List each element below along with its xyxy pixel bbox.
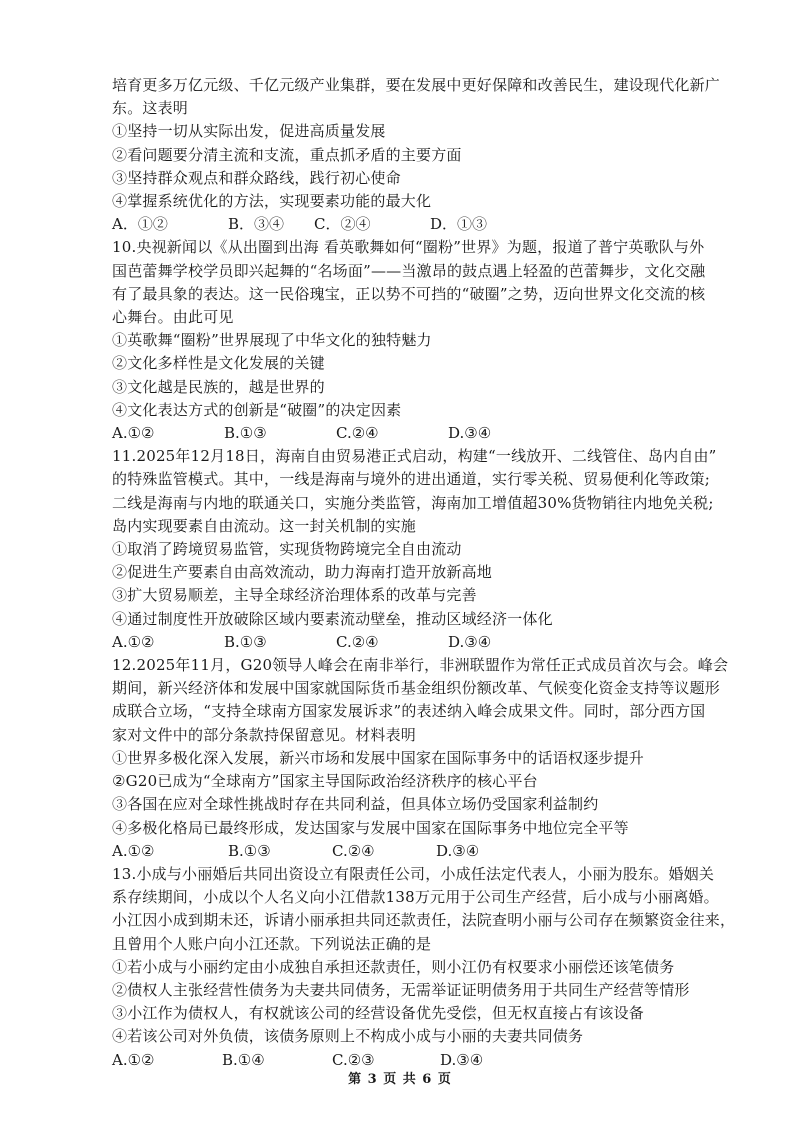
question-stem-line: 系存续期间，小成以个人名义向小江借款138万元用于公司生产经营，后小成与小丽离婚。 xyxy=(112,888,719,907)
option-c: C.②④ xyxy=(332,841,375,860)
question-stem-line: 12.2025年11月，G20领导人峰会在南非举行，非洲联盟作为常任正式成员首次与会。峰会 xyxy=(112,656,729,675)
statement: ①坚持一切从实际出发，促进高质量发展 xyxy=(112,122,386,141)
option-b: B.①③ xyxy=(228,841,271,860)
question-stem-line: 二线是海南与内地的联通关口，实施分类监管，海南加工增值超30%货物销往内地免关税; xyxy=(112,493,714,512)
question-stem-line: 小江因小成到期未还，诉请小丽承担共同还款责任，法院查明小丽与公司存在频繁资金往来， xyxy=(112,911,736,930)
option-c: C.②④ xyxy=(336,632,379,651)
option-b: B.①③ xyxy=(224,424,267,443)
question-12 xyxy=(112,654,729,863)
question-stem-line: 培育更多万亿元级、千亿元级产业集群，要在发展中更好保障和改善民生，建设现代化新广 xyxy=(112,76,721,94)
option-c: C.②③ xyxy=(332,1050,375,1069)
option-a: A.①② xyxy=(112,632,155,651)
question-stem-line: 家对文件中的部分条款持保留意见。材料表明 xyxy=(112,725,417,744)
option-b: B．③④ xyxy=(228,215,285,234)
question-stem-line: 且曾用个人账户向小江还款。下列说法正确的是 xyxy=(112,934,432,953)
option-a: A．①② xyxy=(112,215,168,234)
question-9 xyxy=(112,74,721,236)
question-stem-line: 10.央视新闻以《从出圈到出海 看英歌舞如何“圈粉”世界》为题，报道了普宁英歌队与外 xyxy=(112,238,705,257)
option-d: D.③④ xyxy=(440,1050,484,1069)
question-11 xyxy=(112,445,717,654)
statement: ④掌握系统优化的方法，实现要素功能的最大化 xyxy=(112,192,432,211)
statement: ③各国在应对全球性挑战时存在共同利益，但具体立场仍受国家利益制约 xyxy=(112,795,599,814)
question-13 xyxy=(112,863,736,1072)
statement: ③坚持群众观点和群众路线，践行初心使命 xyxy=(112,168,401,187)
option-d: D.③④ xyxy=(448,424,492,443)
statement: ②债权人主张经营性债务为夫妻共同债务，无需举证证明债务用于共同生产经营等情形 xyxy=(112,980,690,999)
option-b: B.①④ xyxy=(222,1050,265,1069)
option-a: A.①② xyxy=(112,1050,155,1069)
option-a: A.①② xyxy=(112,841,155,860)
statement: ③扩大贸易顺差，主导全球经济治理体系的改革与完善 xyxy=(112,586,477,605)
statement: ④若该公司对外负债，该债务原则上不构成小成与小丽的夫妻共同债务 xyxy=(112,1027,584,1046)
question-stem-line: 国芭蕾舞学校学员即兴起舞的“名场面”——当激昂的鼓点遇上轻盈的芭蕾舞步，文化交融 xyxy=(112,261,706,280)
question-stem-line: 成联合立场，“支持全球南方国家发展诉求”的表述纳入峰会成果文件。同时，部分西方国 xyxy=(112,702,706,721)
statement: ①英歌舞“圈粉”世界展现了中华文化的独特魅力 xyxy=(112,331,432,350)
question-stem-line: 期间，新兴经济体和发展中国家就国际货币基金组织份额改革、气候变化资金支持等议题形 xyxy=(112,679,721,698)
answer-options xyxy=(112,631,708,654)
statement: ③小江作为债权人，有权就该公司的经营设备优先受偿，但无权直接占有该设备 xyxy=(112,1004,645,1023)
statement: ②看问题要分清主流和支流，重点抓矛盾的主要方面 xyxy=(112,145,462,164)
option-d: D.③④ xyxy=(448,632,492,651)
statement: ④多极化格局已最终形成，发达国家与发展中国家在国际事务中地位完全平等 xyxy=(112,818,629,837)
question-stem-line: 的特殊监管模式。其中，一线是海南与境外的进出通道，实行零关税、贸易便利化等政策; xyxy=(112,470,711,489)
statement: ④文化表达方式的创新是“破圈”的决定因素 xyxy=(112,400,402,419)
statement: ②G20已成为“全球南方”国家主导国际政治经济秩序的核心平台 xyxy=(112,772,538,791)
option-c: C．②④ xyxy=(314,215,371,234)
option-d: D．①③ xyxy=(430,215,488,234)
option-c: C.②④ xyxy=(336,424,379,443)
statement: ②促进生产要素自由高效流动，助力海南打造开放新高地 xyxy=(112,563,493,582)
question-stem-line: 有了最具象的表达。这一民俗瑰宝，正以势不可挡的“破圈”之势，迈向世界文化交流的核 xyxy=(112,284,706,303)
answer-options xyxy=(112,422,708,445)
statement: ①取消了跨境贸易监管，实现货物跨境完全自由流动 xyxy=(112,540,462,559)
option-b: B.①③ xyxy=(224,632,267,651)
option-a: A.①② xyxy=(112,424,155,443)
answer-options xyxy=(112,840,708,863)
question-stem-line: 11.2025年12月18日，海南自由贸易港正式启动，构建“一线放开、二线管住、岛内自由” xyxy=(112,447,717,466)
statement: ④通过制度性开放破除区域内要素流动壁垒，推动区域经济一体化 xyxy=(112,609,553,628)
question-10 xyxy=(112,236,708,445)
question-stem-line: 13.小成与小丽婚后共同出资设立有限责任公司，小成任法定代表人，小丽为股东。婚姻关 xyxy=(112,864,715,883)
page-number: 第 3 页 共 6 页 xyxy=(348,1072,452,1087)
question-stem-line: 心舞台。由此可见 xyxy=(112,308,234,327)
statement: ①世界多极化深入发展，新兴市场和发展中国家在国际事务中的话语权逐步提升 xyxy=(112,748,645,767)
option-d: D.③④ xyxy=(436,841,480,860)
question-stem-line: 岛内实现要素自由流动。这一封关机制的实施 xyxy=(112,516,417,535)
statement: ①若小成与小丽约定由小成独自承担还款责任，则小江仍有权要求小丽偿还该笔债务 xyxy=(112,957,675,976)
statement: ③文化越是民族的，越是世界的 xyxy=(112,377,325,396)
statement: ②文化多样性是文化发展的关键 xyxy=(112,354,325,373)
answer-options xyxy=(112,213,708,236)
question-stem-line: 东。这表明 xyxy=(112,99,189,118)
